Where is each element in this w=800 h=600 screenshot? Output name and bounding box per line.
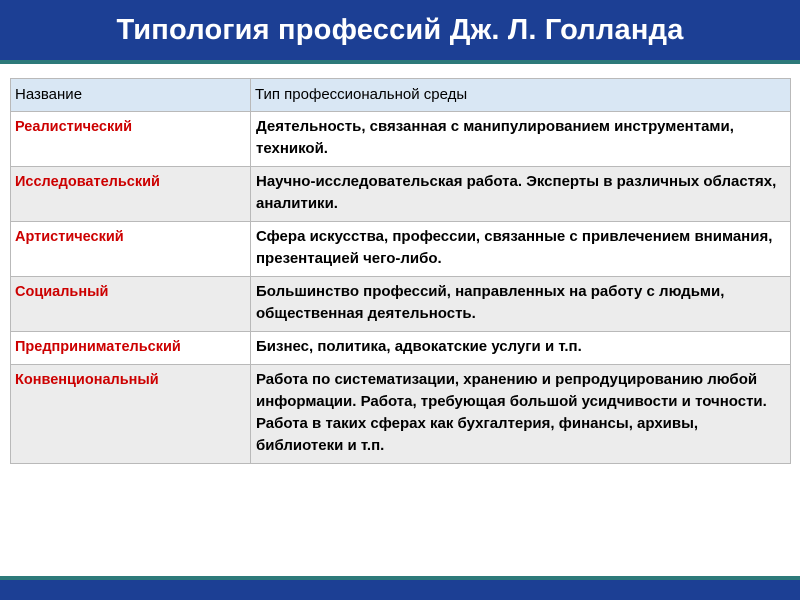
- type-description: Научно-исследовательская работа. Эксперты в различных областях, аналитики.: [251, 167, 791, 222]
- page-title: Типология профессий Дж. Л. Голланда: [116, 14, 684, 46]
- type-name-investigative: Исследовательский: [11, 167, 251, 222]
- type-description: Работа по систематизации, хранению и репродуцированию любой информации. Работа, требующая большой усидчивости и точности. Работа в таких сферах как бухгалтерия, финансы, архивы, библиотеки и т.п.: [251, 365, 791, 464]
- type-name-conventional: Конвенциональный: [11, 365, 251, 464]
- type-name-artistic: Артистический: [11, 222, 251, 277]
- table-row: [11, 277, 791, 332]
- type-description: Большинство профессий, направленных на работу с людьми, общественная деятельность.: [251, 277, 791, 332]
- type-description: Сфера искусства, профессии, связанные с привлечением внимания, презентацией чего-либо.: [251, 222, 791, 277]
- type-name-social: Социальный: [11, 277, 251, 332]
- holland-typology-table: [10, 78, 791, 464]
- title-bar: [0, 0, 800, 64]
- table-header-row: [11, 79, 791, 112]
- type-description: Бизнес, политика, адвокатские услуги и т.п.: [251, 332, 791, 365]
- type-name-enterprising: Предпринимательский: [11, 332, 251, 365]
- table-row: [11, 365, 791, 464]
- table-row: [11, 112, 791, 167]
- type-description: Деятельность, связанная с манипулированием инструментами, техникой.: [251, 112, 791, 167]
- bottom-bar: [0, 576, 800, 600]
- holland-typology-table-container: [10, 78, 790, 464]
- header-name: Название: [11, 79, 251, 112]
- table-row: [11, 167, 791, 222]
- header-environment-type: Тип профессиональной среды: [251, 79, 791, 112]
- table-row: [11, 332, 791, 365]
- type-name-realistic: Реалистический: [11, 112, 251, 167]
- table-row: [11, 222, 791, 277]
